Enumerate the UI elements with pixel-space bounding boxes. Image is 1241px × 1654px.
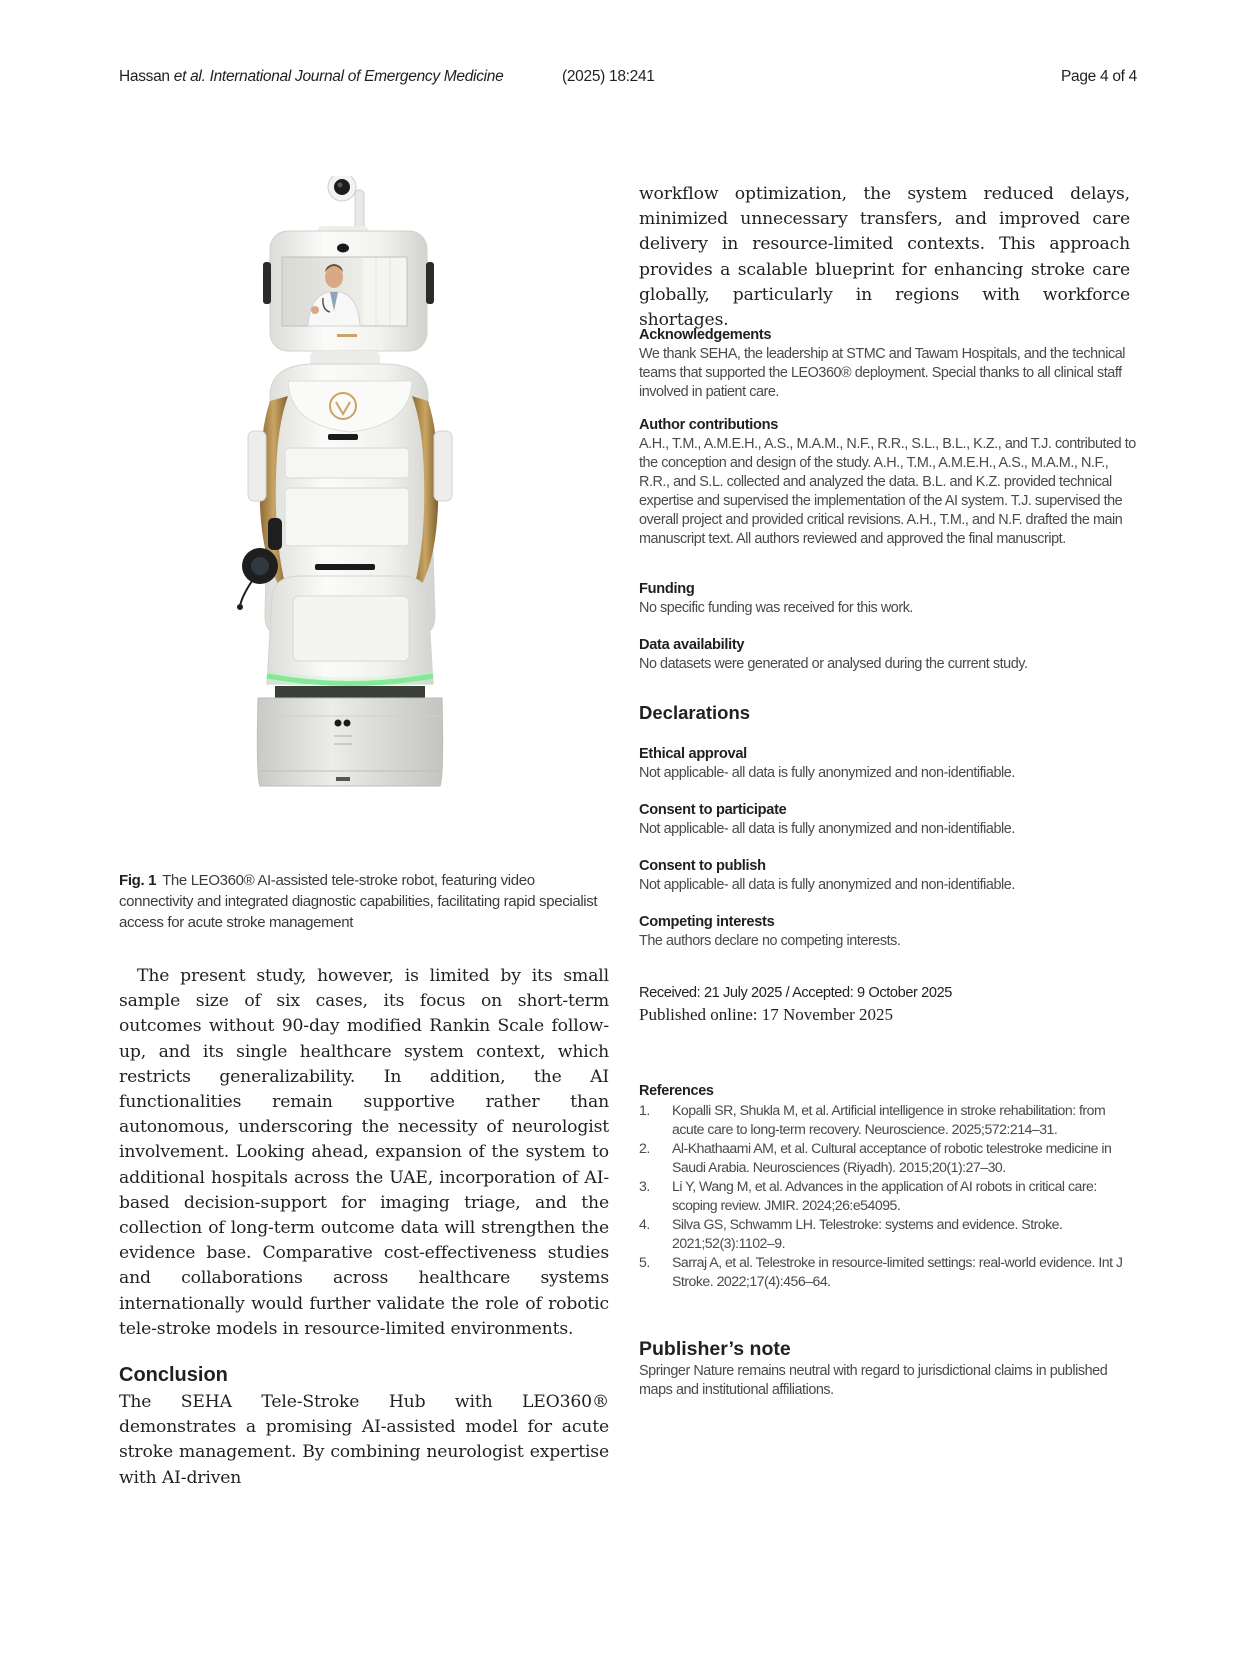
reference-text: Sarraj A, et al. Telestroke in resource-limited settings: real-world evidence. Int J Stroke. 2022;17(4):456–64. (672, 1254, 1123, 1289)
references-list (639, 1101, 1139, 1291)
ethical-approval-section (639, 745, 1139, 783)
limitations-paragraph: The present study, however, is limited by its small sample size of six cases, its focus on short-term outcomes without 90-day modified Rankin Scale follow-up, and its single healthcare system context, which restricts generalizability. In addition, the AI functionalities remain supportive rather than autonomous, underscoring the necessity of neurologist involvement. Looking ahead, expansion of the system to additional hospitals across the UAE, incorporation of AI-based decision-support for imaging triage, and the collection of long-term outcome data will strengthen the evidence base. Comparative cost-effectiveness studies and collaborations across healthcare systems internationally would further validate the role of robotic tele-stroke models in resource-limited environments. (119, 966, 609, 1339)
data-availability-heading: Data availability (639, 637, 745, 653)
publishers-note-text: Springer Nature remains neutral with regard to jurisdictional claims in published maps and institutional affiliations. (639, 1363, 1108, 1398)
consent-publish-text: Not applicable- all data is fully anonymized and non-identifiable. (639, 877, 1015, 893)
reference-text: Kopalli SR, Shukla M, et al. Artificial intelligence in stroke rehabilitation: from acute care to long-term recovery. Neuroscience. 2025;572:214–31. (672, 1102, 1106, 1137)
published-online-date: Published online: 17 November 2025 (639, 1005, 894, 1024)
journal-name: International Journal of Emergency Medicine (209, 68, 504, 85)
data-availability-section (639, 636, 1139, 674)
consent-publish-heading: Consent to publish (639, 858, 766, 874)
publishers-note-heading: Publisher’s note (639, 1338, 791, 1360)
publishers-note-section (639, 1362, 1139, 1400)
declarations-heading: Declarations (639, 702, 751, 723)
competing-interests-section (639, 913, 1139, 951)
robot-illustration (230, 176, 470, 836)
consent-participate-text: Not applicable- all data is fully anonymized and non-identifiable. (639, 821, 1015, 837)
reference-item (639, 1101, 1139, 1139)
figure-robot-image (230, 176, 470, 836)
running-head-authors-journal (119, 68, 503, 86)
competing-interests-heading: Competing interests (639, 914, 775, 930)
ethical-approval-heading: Ethical approval (639, 746, 747, 762)
conclusion-text: The SEHA Tele-Stroke Hub with LEO360® demonstrates a promising AI-assisted model for acute stroke management. By combining neurologist expertise with AI-driven (119, 1392, 609, 1488)
reference-item (639, 1215, 1139, 1253)
reference-text: Li Y, Wang M, et al. Advances in the application of AI robots in critical care: scoping review. JMIR. 2024;26:e54095. (672, 1178, 1097, 1213)
et-al: et al. (173, 68, 206, 85)
limitations-paragraph-block (119, 964, 609, 1342)
citation: (2025) 18:241 (562, 68, 655, 85)
conclusion-heading: Conclusion (119, 1364, 228, 1386)
consent-participate-heading: Consent to participate (639, 802, 787, 818)
reference-number: 3. (639, 1178, 650, 1194)
running-head (119, 68, 1137, 90)
references-section (639, 1082, 1139, 1291)
reference-text: Silva GS, Schwamm LH. Telestroke: systems and evidence. Stroke. 2021;52(3):1102–9. (672, 1216, 1063, 1251)
reference-number: 4. (639, 1216, 650, 1232)
reference-number: 5. (639, 1254, 650, 1270)
figure-caption-text: The LEO360® AI-assisted tele-stroke robot, featuring video connectivity and integrated diagnostic capabilities, facilitating rapid specialist access for acute stroke management (119, 872, 598, 931)
acknowledgements-heading: Acknowledgements (639, 327, 772, 343)
references-heading: References (639, 1083, 714, 1099)
data-availability-text: No datasets were generated or analysed during the current study. (639, 656, 1028, 672)
page-number: Page 4 of 4 (1061, 68, 1137, 85)
reference-number: 1. (639, 1102, 650, 1118)
ethical-approval-text: Not applicable- all data is fully anonymized and non-identifiable. (639, 765, 1015, 781)
acknowledgements-text: We thank SEHA, the leadership at STMC and Tawam Hospitals, and the technical teams that supported the LEO360® deployment. Special thanks to all clinical staff involved in patient care. (639, 346, 1125, 400)
conclusion-continuation: workflow optimization, the system reduced delays, minimized unnecessary transfers, and improved care delivery in resource-limited contexts. This approach provides a scalable blueprint for enhancing stroke care globally, particularly in regions with workforce shortages. (639, 184, 1130, 331)
author-contributions-heading: Author contributions (639, 417, 779, 433)
reference-item (639, 1253, 1139, 1291)
reference-number: 2. (639, 1140, 650, 1156)
author-contributions-text: A.H., T.M., A.M.E.H., A.S., M.A.M., N.F., R.R., S.L., B.L., K.Z., and T.J. contributed to the conception and design of the study. A.H., T.M., A.M.E.H., A.S., M.A.M., N.F., R.R., and S.L. collected and analyzed the data. B.L. and K.Z. provided technical expertise and supervised the implementation of the AI system. T.J. supervised the overall project and provided critical revisions. A.H., T.M., and N.F. drafted the main manuscript text. All authors reviewed and approved the final manuscript. (639, 436, 1136, 547)
acknowledgements-section (639, 326, 1139, 402)
funding-section (639, 580, 1139, 618)
figure-caption (119, 870, 609, 933)
reference-item (639, 1139, 1139, 1177)
consent-participate-section (639, 801, 1139, 839)
figure-label: Fig. 1 (119, 872, 157, 889)
funding-text: No specific funding was received for this work. (639, 600, 913, 616)
reference-text: Al-Khathaami AM, et al. Cultural acceptance of robotic telestroke medicine in Saudi Arabia. Neurosciences (Riyadh). 2015;20(1):27–30. (672, 1140, 1112, 1175)
author-name: Hassan (119, 68, 170, 85)
author-contributions-section (639, 416, 1139, 549)
competing-interests-text: The authors declare no competing interests. (639, 933, 901, 949)
consent-publish-section (639, 857, 1139, 895)
funding-heading: Funding (639, 581, 695, 597)
received-accepted-dates: Received: 21 July 2025 / Accepted: 9 October 2025 (639, 985, 953, 1001)
reference-item (639, 1177, 1139, 1215)
publication-dates (639, 983, 1119, 1027)
